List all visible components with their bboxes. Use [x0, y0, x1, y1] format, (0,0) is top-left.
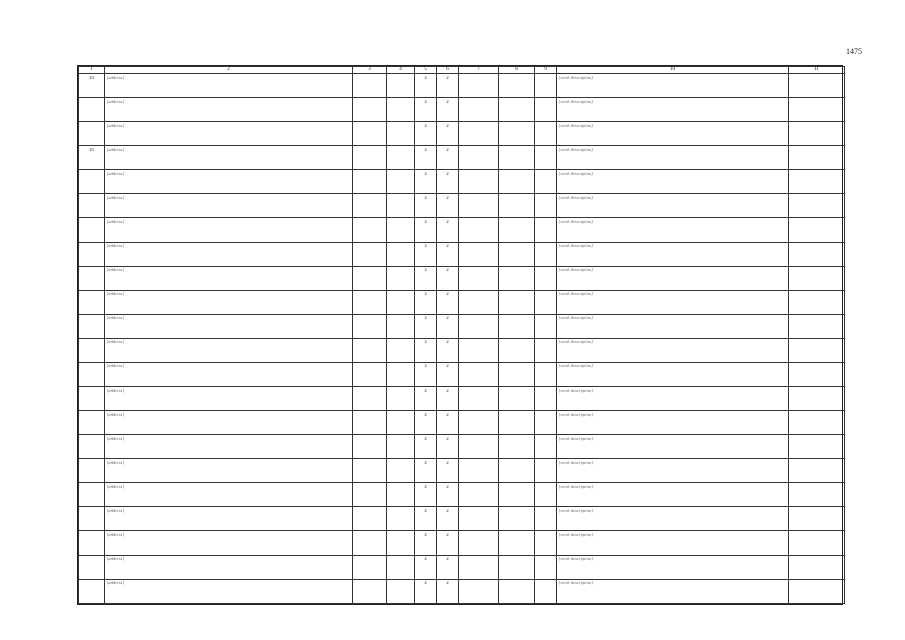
roof-type-cell	[499, 242, 535, 266]
table-row	[79, 483, 845, 507]
area-cell	[353, 411, 387, 435]
planned-years-cell	[789, 387, 845, 411]
wall-material-cell	[459, 362, 499, 386]
planned-years-cell	[789, 435, 845, 459]
year-cell	[387, 579, 415, 603]
wear-cell	[535, 170, 557, 194]
floors-cell: 2	[415, 122, 437, 146]
entrances-cell: 2	[437, 531, 459, 555]
row-number	[79, 194, 105, 218]
address-cell: [address]	[105, 459, 353, 483]
floors-cell: 2	[415, 242, 437, 266]
column-header: 7	[459, 67, 499, 74]
column-header: 3	[353, 67, 387, 74]
table-row	[79, 122, 845, 146]
floors-cell: 2	[415, 338, 437, 362]
row-number	[79, 362, 105, 386]
floors-cell: 2	[415, 266, 437, 290]
wall-material-cell	[459, 218, 499, 242]
row-number	[79, 170, 105, 194]
roof-type-cell	[499, 435, 535, 459]
year-cell	[387, 362, 415, 386]
table-row	[79, 218, 845, 242]
area-cell	[353, 98, 387, 122]
work-description-cell: [work description]	[557, 170, 789, 194]
year-cell	[387, 218, 415, 242]
floors-cell: 2	[415, 194, 437, 218]
wear-cell	[535, 387, 557, 411]
work-description-cell: [work description]	[557, 74, 789, 98]
floors-cell: 2	[415, 290, 437, 314]
address-cell: [address]	[105, 507, 353, 531]
planned-years-cell	[789, 314, 845, 338]
work-description-cell: [work description]	[557, 146, 789, 170]
roof-type-cell	[499, 362, 535, 386]
planned-years-cell	[789, 146, 845, 170]
floors-cell: 2	[415, 459, 437, 483]
planned-years-cell	[789, 411, 845, 435]
area-cell	[353, 170, 387, 194]
area-cell	[353, 266, 387, 290]
entrances-cell: 2	[437, 242, 459, 266]
wall-material-cell	[459, 387, 499, 411]
roof-type-cell	[499, 290, 535, 314]
row-number	[79, 98, 105, 122]
row-number: 23	[79, 74, 105, 98]
table-row	[79, 290, 845, 314]
floors-cell: 2	[415, 314, 437, 338]
wear-cell	[535, 411, 557, 435]
floors-cell: 2	[415, 483, 437, 507]
table-row	[79, 555, 845, 579]
table-row	[79, 507, 845, 531]
table-row	[79, 579, 845, 603]
entrances-cell: 2	[437, 338, 459, 362]
year-cell	[387, 483, 415, 507]
planned-years-cell	[789, 218, 845, 242]
wear-cell	[535, 218, 557, 242]
work-description-cell: [work description]	[557, 338, 789, 362]
entrances-cell: 2	[437, 314, 459, 338]
floors-cell: 2	[415, 579, 437, 603]
roof-type-cell	[499, 555, 535, 579]
roof-type-cell	[499, 411, 535, 435]
year-cell	[387, 387, 415, 411]
floors-cell: 2	[415, 74, 437, 98]
roof-type-cell	[499, 338, 535, 362]
row-number	[79, 531, 105, 555]
roof-type-cell	[499, 459, 535, 483]
wear-cell	[535, 290, 557, 314]
work-description-cell: [work description]	[557, 266, 789, 290]
wall-material-cell	[459, 266, 499, 290]
wall-material-cell	[459, 122, 499, 146]
work-description-cell: [work description]	[557, 362, 789, 386]
table-row	[79, 387, 845, 411]
wall-material-cell	[459, 170, 499, 194]
entrances-cell: 2	[437, 387, 459, 411]
work-description-cell: [work description]	[557, 411, 789, 435]
floors-cell: 2	[415, 387, 437, 411]
address-cell: [address]	[105, 170, 353, 194]
floors-cell: 2	[415, 507, 437, 531]
address-cell: [address]	[105, 242, 353, 266]
entrances-cell: 2	[437, 74, 459, 98]
year-cell	[387, 507, 415, 531]
wall-material-cell	[459, 146, 499, 170]
roof-type-cell	[499, 170, 535, 194]
column-header: 1	[79, 67, 105, 74]
year-cell	[387, 411, 415, 435]
work-description-cell: [work description]	[557, 122, 789, 146]
area-cell	[353, 242, 387, 266]
entrances-cell: 2	[437, 579, 459, 603]
area-cell	[353, 362, 387, 386]
address-cell: [address]	[105, 387, 353, 411]
address-cell: [address]	[105, 146, 353, 170]
roof-type-cell	[499, 146, 535, 170]
column-header: 11	[789, 67, 845, 74]
entrances-cell: 2	[437, 555, 459, 579]
row-number	[79, 314, 105, 338]
row-number	[79, 579, 105, 603]
wear-cell	[535, 435, 557, 459]
wear-cell	[535, 579, 557, 603]
wall-material-cell	[459, 555, 499, 579]
wear-cell	[535, 266, 557, 290]
page-number: 1475	[846, 47, 862, 56]
table-row	[79, 459, 845, 483]
address-cell: [address]	[105, 74, 353, 98]
wall-material-cell	[459, 74, 499, 98]
planned-years-cell	[789, 266, 845, 290]
roof-type-cell	[499, 74, 535, 98]
table-row	[79, 314, 845, 338]
work-description-cell: [work description]	[557, 507, 789, 531]
address-cell: [address]	[105, 314, 353, 338]
row-number	[79, 387, 105, 411]
floors-cell: 2	[415, 362, 437, 386]
entrances-cell: 2	[437, 194, 459, 218]
registry-sheet	[77, 65, 843, 605]
wall-material-cell	[459, 435, 499, 459]
wall-material-cell	[459, 290, 499, 314]
column-header: 8	[499, 67, 535, 74]
area-cell	[353, 338, 387, 362]
year-cell	[387, 555, 415, 579]
row-number	[79, 338, 105, 362]
area-cell	[353, 74, 387, 98]
planned-years-cell	[789, 242, 845, 266]
table-row	[79, 194, 845, 218]
entrances-cell: 2	[437, 290, 459, 314]
entrances-cell: 2	[437, 266, 459, 290]
row-number: 25	[79, 146, 105, 170]
year-cell	[387, 435, 415, 459]
year-cell	[387, 122, 415, 146]
entrances-cell: 2	[437, 435, 459, 459]
wear-cell	[535, 122, 557, 146]
entrances-cell: 2	[437, 146, 459, 170]
roof-type-cell	[499, 579, 535, 603]
roof-type-cell	[499, 266, 535, 290]
roof-type-cell	[499, 98, 535, 122]
table-row	[79, 242, 845, 266]
area-cell	[353, 387, 387, 411]
year-cell	[387, 74, 415, 98]
wall-material-cell	[459, 411, 499, 435]
wall-material-cell	[459, 531, 499, 555]
floors-cell: 2	[415, 146, 437, 170]
planned-years-cell	[789, 290, 845, 314]
row-number	[79, 122, 105, 146]
floors-cell: 2	[415, 411, 437, 435]
planned-years-cell	[789, 170, 845, 194]
column-header: 4	[387, 67, 415, 74]
roof-type-cell	[499, 483, 535, 507]
entrances-cell: 2	[437, 507, 459, 531]
wear-cell	[535, 507, 557, 531]
table-row	[79, 98, 845, 122]
table-row	[79, 338, 845, 362]
year-cell	[387, 170, 415, 194]
area-cell	[353, 531, 387, 555]
row-number	[79, 435, 105, 459]
wall-material-cell	[459, 98, 499, 122]
year-cell	[387, 146, 415, 170]
planned-years-cell	[789, 74, 845, 98]
work-description-cell: [work description]	[557, 579, 789, 603]
planned-years-cell	[789, 579, 845, 603]
address-cell: [address]	[105, 122, 353, 146]
wear-cell	[535, 531, 557, 555]
wear-cell	[535, 146, 557, 170]
column-header: 2	[105, 67, 353, 74]
address-cell: [address]	[105, 483, 353, 507]
planned-years-cell	[789, 555, 845, 579]
wear-cell	[535, 555, 557, 579]
planned-years-cell	[789, 483, 845, 507]
row-number	[79, 459, 105, 483]
roof-type-cell	[499, 314, 535, 338]
work-description-cell: [work description]	[557, 290, 789, 314]
area-cell	[353, 290, 387, 314]
roof-type-cell	[499, 387, 535, 411]
work-description-cell: [work description]	[557, 242, 789, 266]
wear-cell	[535, 194, 557, 218]
table-row	[79, 531, 845, 555]
address-cell: [address]	[105, 218, 353, 242]
floors-cell: 2	[415, 555, 437, 579]
wear-cell	[535, 338, 557, 362]
table-row	[79, 170, 845, 194]
planned-years-cell	[789, 98, 845, 122]
planned-years-cell	[789, 362, 845, 386]
row-number	[79, 411, 105, 435]
roof-type-cell	[499, 194, 535, 218]
floors-cell: 2	[415, 218, 437, 242]
address-cell: [address]	[105, 555, 353, 579]
address-cell: [address]	[105, 338, 353, 362]
area-cell	[353, 194, 387, 218]
address-cell: [address]	[105, 362, 353, 386]
year-cell	[387, 290, 415, 314]
floors-cell: 2	[415, 98, 437, 122]
table-row	[79, 266, 845, 290]
planned-years-cell	[789, 531, 845, 555]
area-cell	[353, 435, 387, 459]
wear-cell	[535, 483, 557, 507]
column-header: 5	[415, 67, 437, 74]
entrances-cell: 2	[437, 218, 459, 242]
entrances-cell: 2	[437, 411, 459, 435]
header-row	[79, 67, 845, 74]
year-cell	[387, 314, 415, 338]
roof-type-cell	[499, 122, 535, 146]
wall-material-cell	[459, 579, 499, 603]
wear-cell	[535, 459, 557, 483]
roof-type-cell	[499, 531, 535, 555]
area-cell	[353, 579, 387, 603]
area-cell	[353, 555, 387, 579]
area-cell	[353, 314, 387, 338]
table-row	[79, 362, 845, 386]
planned-years-cell	[789, 507, 845, 531]
table-row	[79, 146, 845, 170]
entrances-cell: 2	[437, 122, 459, 146]
entrances-cell: 2	[437, 170, 459, 194]
work-description-cell: [work description]	[557, 459, 789, 483]
work-description-cell: [work description]	[557, 194, 789, 218]
wear-cell	[535, 314, 557, 338]
wear-cell	[535, 242, 557, 266]
work-description-cell: [work description]	[557, 218, 789, 242]
table-body	[79, 74, 845, 604]
address-cell: [address]	[105, 411, 353, 435]
floors-cell: 2	[415, 170, 437, 194]
year-cell	[387, 98, 415, 122]
roof-type-cell	[499, 507, 535, 531]
column-header: 10	[557, 67, 789, 74]
year-cell	[387, 194, 415, 218]
floors-cell: 2	[415, 435, 437, 459]
row-number	[79, 507, 105, 531]
address-cell: [address]	[105, 98, 353, 122]
address-cell: [address]	[105, 435, 353, 459]
area-cell	[353, 122, 387, 146]
planned-years-cell	[789, 194, 845, 218]
wear-cell	[535, 74, 557, 98]
row-number	[79, 483, 105, 507]
work-description-cell: [work description]	[557, 387, 789, 411]
wall-material-cell	[459, 242, 499, 266]
address-cell: [address]	[105, 531, 353, 555]
work-description-cell: [work description]	[557, 483, 789, 507]
wall-material-cell	[459, 507, 499, 531]
year-cell	[387, 338, 415, 362]
table-row	[79, 411, 845, 435]
year-cell	[387, 531, 415, 555]
wear-cell	[535, 362, 557, 386]
column-header: 6	[437, 67, 459, 74]
planned-years-cell	[789, 122, 845, 146]
table-row	[79, 435, 845, 459]
wall-material-cell	[459, 194, 499, 218]
area-cell	[353, 218, 387, 242]
year-cell	[387, 459, 415, 483]
wall-material-cell	[459, 483, 499, 507]
wall-material-cell	[459, 459, 499, 483]
row-number	[79, 555, 105, 579]
area-cell	[353, 483, 387, 507]
registry-table	[78, 66, 845, 604]
work-description-cell: [work description]	[557, 314, 789, 338]
row-number	[79, 242, 105, 266]
work-description-cell: [work description]	[557, 98, 789, 122]
wall-material-cell	[459, 338, 499, 362]
address-cell: [address]	[105, 290, 353, 314]
address-cell: [address]	[105, 194, 353, 218]
work-description-cell: [work description]	[557, 531, 789, 555]
column-header: 9	[535, 67, 557, 74]
row-number	[79, 266, 105, 290]
area-cell	[353, 146, 387, 170]
work-description-cell: [work description]	[557, 435, 789, 459]
planned-years-cell	[789, 338, 845, 362]
entrances-cell: 2	[437, 98, 459, 122]
table-row	[79, 74, 845, 98]
entrances-cell: 2	[437, 483, 459, 507]
work-description-cell: [work description]	[557, 555, 789, 579]
roof-type-cell	[499, 218, 535, 242]
address-cell: [address]	[105, 579, 353, 603]
wear-cell	[535, 98, 557, 122]
row-number	[79, 218, 105, 242]
entrances-cell: 2	[437, 362, 459, 386]
planned-years-cell	[789, 459, 845, 483]
year-cell	[387, 266, 415, 290]
entrances-cell: 2	[437, 459, 459, 483]
area-cell	[353, 507, 387, 531]
year-cell	[387, 242, 415, 266]
wall-material-cell	[459, 314, 499, 338]
row-number	[79, 290, 105, 314]
area-cell	[353, 459, 387, 483]
address-cell: [address]	[105, 266, 353, 290]
floors-cell: 2	[415, 531, 437, 555]
